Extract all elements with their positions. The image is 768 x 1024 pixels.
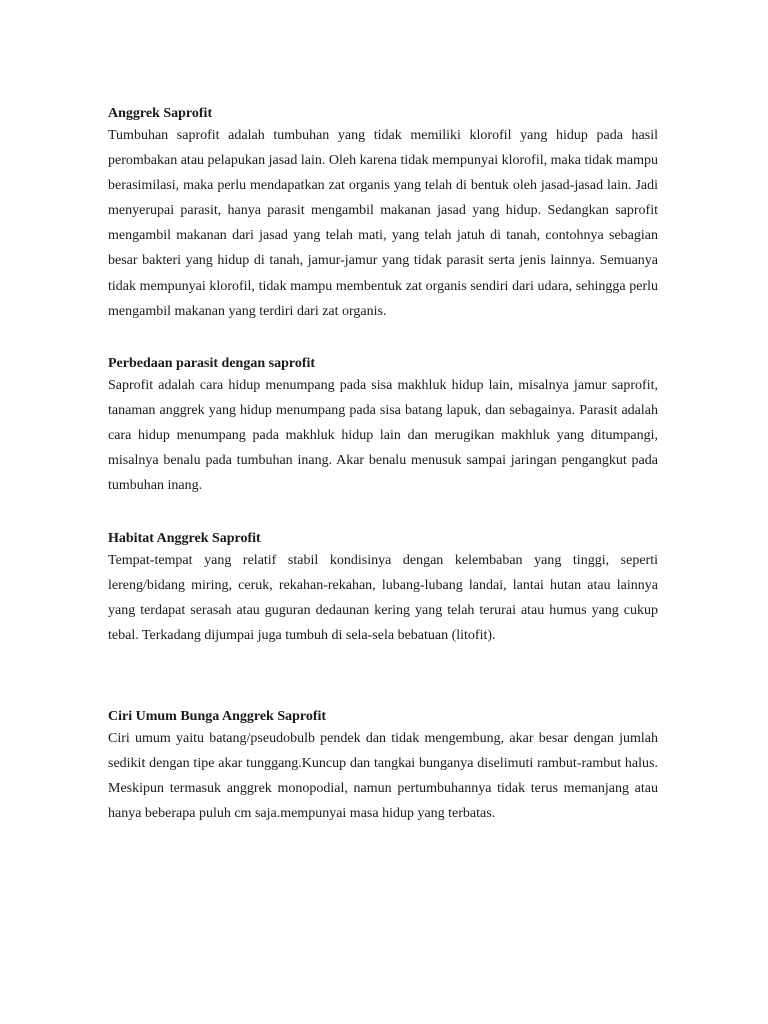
section-paragraph: Ciri umum yaitu batang/pseudobulb pendek dan tidak mengembung, akar besar dengan jumlah sedikit dengan tipe akar tunggang.Kuncup dan tangkai bunganya diselimuti rambut-rambut halus. Meskipun termasuk anggrek monopodial, namun pertumbuhannya tidak terus memanjang atau hanya beberapa puluh cm saja.mempunyai masa hidup yang terbatas. <box>108 731 658 822</box>
section-perbedaan-parasit <box>108 355 658 498</box>
section-paragraph: Tumbuhan saprofit adalah tumbuhan yang tidak memiliki klorofil yang hidup pada hasil perombakan atau pelapukan jasad lain. Oleh karena tidak mempunyai klorofil, maka tidak mampu berasimilasi, maka perlu mendapatkan zat organis yang telah di bentuk oleh jasad-jasad lain. Jadi menyerupai parasit, hanya parasit mengambil makanan jasad yang hidup. Sedangkan saprofit mengambil makanan dari jasad yang telah mati, yang telah jatuh di tanah, contohnya sebagian besar bakteri yang hidup di tanah, jamur-jamur yang tidak parasit serta jenis lainnya. Semuanya tidak mempunyai klorofil, tidak mampu membentuk zat organis sendiri dari udara, sehingga perlu mengambil makanan yang terdiri dari zat organis. <box>108 128 658 319</box>
section-ciri-umum <box>108 708 658 826</box>
section-habitat <box>108 530 658 648</box>
section-heading: Habitat Anggrek Saprofit <box>108 531 261 546</box>
section-heading: Ciri Umum Bunga Anggrek Saprofit <box>108 709 327 724</box>
section-heading: Perbedaan parasit dengan saprofit <box>108 356 316 371</box>
section-paragraph: Tempat-tempat yang relatif stabil kondisinya dengan kelembaban yang tinggi, seperti lereng/bidang miring, ceruk, rekahan-rekahan, lubang-lubang landai, lantai hutan atau lainnya yang terdapat serasah atau guguran dedaunan kering yang telah terurai atau humus yang cukup tebal. Terkadang dijumpai juga tumbuh di sela-sela bebatuan (litofit). <box>108 553 658 644</box>
section-paragraph: Saprofit adalah cara hidup menumpang pada sisa makhluk hidup lain, misalnya jamur saprofit, tanaman anggrek yang hidup menumpang pada sisa batang lapuk, dan sebagainya. Parasit adalah cara hidup menumpang pada makhluk hidup lain dan merugikan makhluk yang ditumpangi, misalnya benalu pada tumbuhan inang. Akar benalu menusuk sampai jaringan pengangkut pada tumbuhan inang. <box>108 378 658 494</box>
section-anggrek-saprofit <box>108 105 658 324</box>
section-heading: Anggrek Saprofit <box>108 106 213 121</box>
